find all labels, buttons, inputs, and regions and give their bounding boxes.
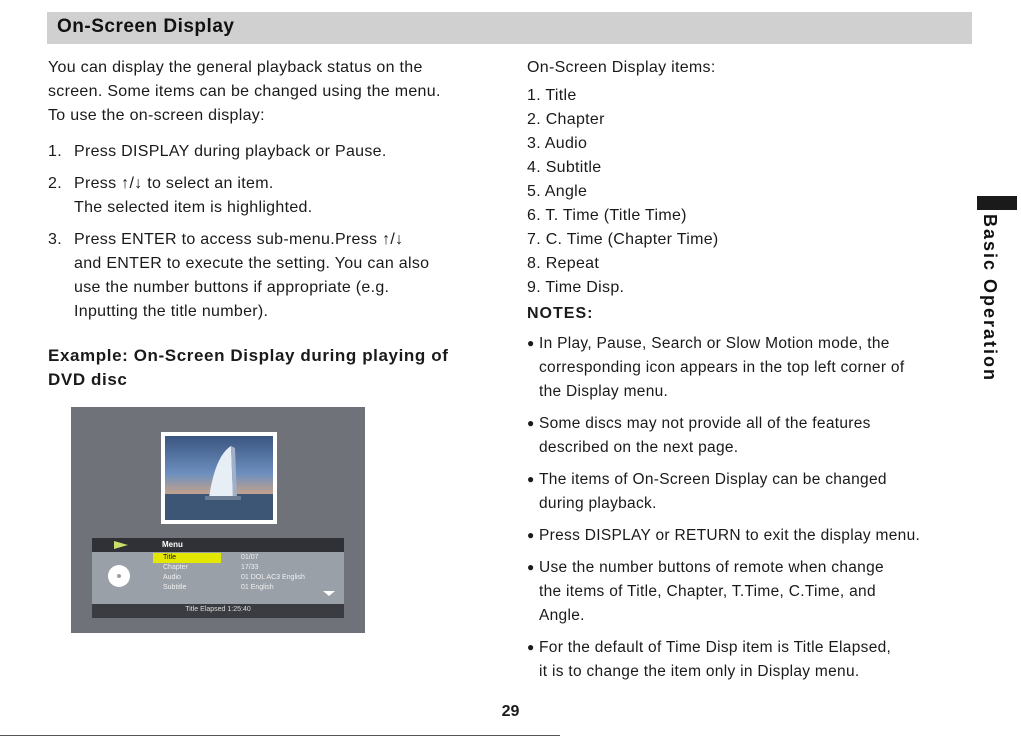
right-column bbox=[527, 56, 967, 692]
osd-item: 5. Angle bbox=[527, 183, 588, 200]
osd-item: 2. Chapter bbox=[527, 111, 605, 128]
note-line: Use the number buttons of remote when change bbox=[539, 559, 884, 576]
hotel-photo-icon bbox=[165, 436, 273, 520]
osd-menu-header bbox=[92, 538, 344, 552]
step-number: 1. bbox=[48, 143, 62, 160]
intro-paragraph bbox=[48, 56, 498, 128]
bullet-icon: ● bbox=[527, 472, 535, 486]
note-item bbox=[527, 332, 967, 404]
osd-row-value: 01 English bbox=[241, 584, 274, 591]
note-item bbox=[527, 524, 967, 548]
step-1 bbox=[48, 140, 498, 164]
bullet-icon: ● bbox=[527, 528, 535, 542]
osd-item: 6. T. Time (Title Time) bbox=[527, 207, 687, 224]
video-thumbnail-frame bbox=[161, 432, 277, 524]
osd-menu-label: Menu bbox=[162, 540, 183, 549]
note-line: The items of On-Screen Display can be changed bbox=[539, 471, 887, 488]
step-line: Inputting the title number). bbox=[74, 303, 269, 320]
notes-heading: NOTES: bbox=[527, 305, 594, 322]
intro-line: screen. Some items can be changed using the menu. bbox=[48, 83, 441, 100]
osd-item: 1. Title bbox=[527, 87, 577, 104]
time-display-text: Title Elapsed 1:25:40 bbox=[185, 606, 251, 613]
note-line: Angle. bbox=[539, 607, 585, 624]
play-icon bbox=[114, 541, 128, 549]
note-line: Some discs may not provide all of the features bbox=[539, 415, 871, 432]
osd-row-key: Audio bbox=[163, 574, 181, 581]
osd-row-value: 17/33 bbox=[241, 564, 259, 571]
bullet-icon: ● bbox=[527, 640, 535, 654]
osd-menu-body bbox=[92, 552, 344, 604]
note-line: described on the next page. bbox=[539, 439, 739, 456]
left-column bbox=[48, 56, 498, 392]
bullet-icon: ● bbox=[527, 560, 535, 574]
osd-row-value: 01/07 bbox=[241, 554, 259, 561]
note-line: In Play, Pause, Search or Slow Motion mode, the bbox=[539, 335, 890, 352]
section-title-bar bbox=[47, 12, 972, 44]
note-line: For the default of Time Disp item is Title Elapsed, bbox=[539, 639, 892, 656]
disc-icon bbox=[108, 565, 130, 587]
osd-row-key: Title bbox=[163, 554, 176, 561]
step-number: 2. bbox=[48, 175, 62, 192]
note-line: the items of Title, Chapter, T.Time, C.Time, and bbox=[539, 583, 876, 600]
osd-item: 9. Time Disp. bbox=[527, 279, 625, 296]
step-line: Press DISPLAY during playback or Pause. bbox=[74, 143, 387, 160]
step-line: Press ↑/↓ to select an item. bbox=[74, 175, 274, 192]
osd-item: 4. Subtitle bbox=[527, 159, 602, 176]
note-item bbox=[527, 636, 967, 684]
note-item bbox=[527, 468, 967, 516]
bottom-divider bbox=[0, 735, 560, 736]
step-line: The selected item is highlighted. bbox=[74, 199, 313, 216]
note-line: it is to change the item only in Display menu. bbox=[539, 663, 860, 680]
side-section-label: Basic Operation bbox=[980, 214, 1000, 383]
note-item bbox=[527, 556, 967, 628]
intro-line: To use the on-screen display: bbox=[48, 107, 265, 124]
bullet-icon: ● bbox=[527, 416, 535, 430]
example-heading-line: DVD disc bbox=[48, 370, 128, 389]
note-line: corresponding icon appears in the top left corner of bbox=[539, 359, 905, 376]
bullet-icon: ● bbox=[527, 336, 535, 350]
osd-screen-illustration bbox=[71, 407, 365, 633]
osd-row-value: 01 DOL AC3 English bbox=[241, 574, 305, 581]
page-number: 29 bbox=[501, 703, 520, 720]
step-line: and ENTER to execute the setting. You can also bbox=[74, 255, 430, 272]
osd-menu-footer bbox=[92, 604, 344, 618]
osd-row-key: Subtitle bbox=[163, 584, 187, 591]
side-tab-marker bbox=[977, 196, 1017, 210]
note-line: the Display menu. bbox=[539, 383, 669, 400]
step-line: use the number buttons if appropriate (e.g. bbox=[74, 279, 390, 296]
section-title: On-Screen Display bbox=[57, 16, 235, 37]
note-line: Press DISPLAY or RETURN to exit the display menu. bbox=[539, 527, 921, 544]
intro-line: You can display the general playback status on the bbox=[48, 59, 423, 76]
scroll-down-icon[interactable] bbox=[323, 591, 335, 596]
osd-item: 7. C. Time (Chapter Time) bbox=[527, 231, 719, 248]
osd-item: 3. Audio bbox=[527, 135, 588, 152]
items-heading: On-Screen Display items: bbox=[527, 59, 716, 76]
note-line: during playback. bbox=[539, 495, 657, 512]
osd-item: 8. Repeat bbox=[527, 255, 600, 272]
note-item bbox=[527, 412, 967, 460]
step-2 bbox=[48, 172, 498, 220]
osd-row-key: Chapter bbox=[163, 564, 188, 571]
step-line: Press ENTER to access sub-menu.Press ↑/↓ bbox=[74, 231, 404, 248]
step-number: 3. bbox=[48, 231, 62, 248]
step-3 bbox=[48, 228, 498, 324]
example-heading-line: Example: On-Screen Display during playing of bbox=[48, 346, 449, 365]
example-heading bbox=[48, 344, 498, 392]
video-thumbnail bbox=[165, 436, 273, 520]
